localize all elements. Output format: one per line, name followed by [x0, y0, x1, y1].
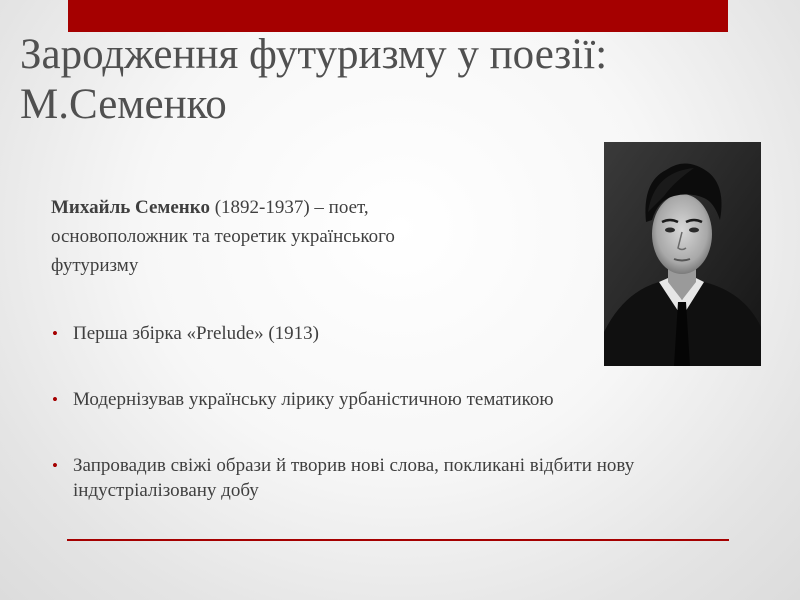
title-line-1: Зародження футуризму у поезії:	[20, 31, 608, 78]
portrait-image	[604, 142, 761, 366]
bullet-text: Запровадив свіжі образи й творив нові слова, покликані відбити нову індустріалізовану добу	[73, 455, 635, 501]
intro-rest: (1892-1937) – поет,	[209, 197, 369, 218]
bullet-text: Перша збірка «Prelude» (1913)	[73, 323, 319, 344]
bullet-item	[52, 453, 752, 503]
top-accent-bar	[68, 0, 728, 32]
bullet-item	[52, 387, 752, 412]
bullet-marker: •	[52, 324, 58, 343]
bottom-accent-line	[67, 539, 729, 541]
bullet-marker: •	[52, 390, 58, 409]
intro-paragraph	[51, 193, 521, 280]
intro-line-2: основоположник та теоретик українського	[51, 226, 395, 247]
bullet-text: Модернізував українську лірику урбаністичною тематикою	[73, 389, 554, 410]
portrait-photo	[604, 142, 761, 366]
intro-line-3: футуризму	[51, 255, 139, 276]
poet-name: Михайль Семенко	[51, 197, 210, 218]
slide-title	[20, 30, 720, 130]
intro-line-1	[51, 193, 521, 222]
bullet-marker: •	[52, 456, 58, 475]
title-line-2: М.Семенко	[20, 81, 227, 128]
